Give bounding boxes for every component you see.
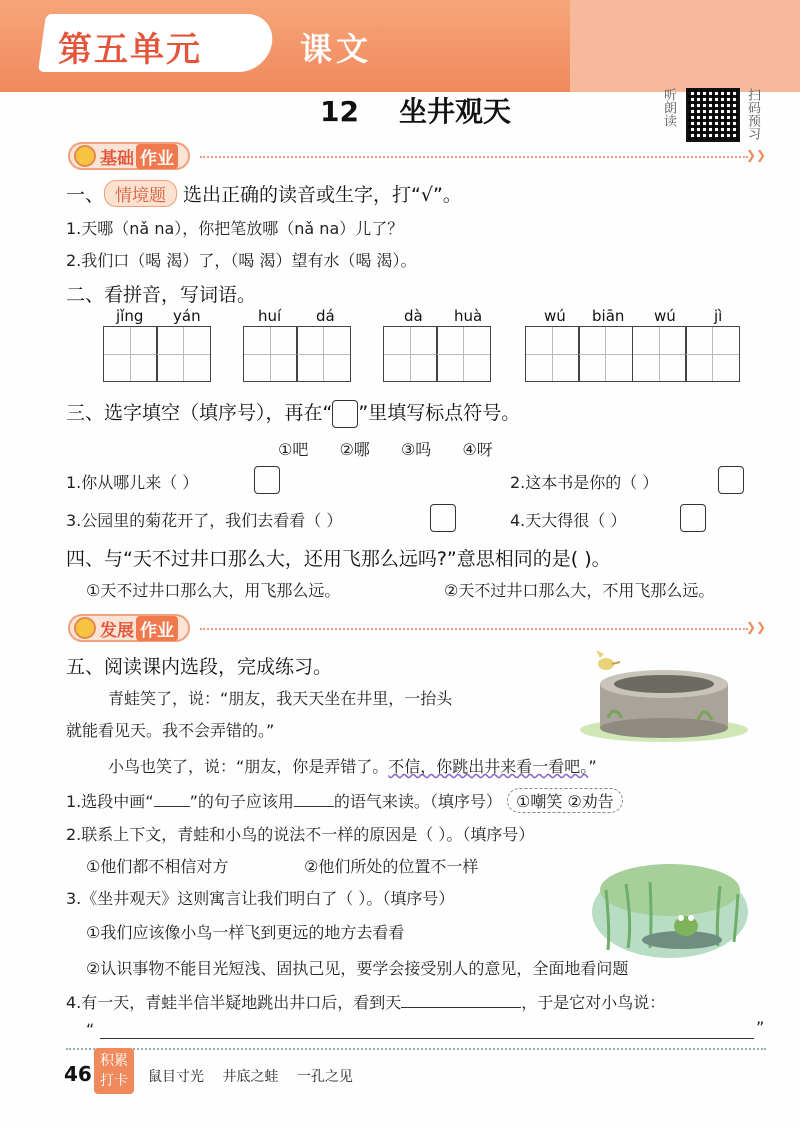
q2-heading: 二、看拼音，写词语。 [66,284,257,306]
answer-blank[interactable] [401,1007,521,1008]
writing-grid-2 [244,326,351,382]
writing-grid-3 [384,326,491,382]
qr-left-label: 听朗读 [661,88,676,127]
writing-grid-4 [526,326,740,382]
q3-item2-num: 2. [510,473,526,492]
q3-item1 [66,470,198,493]
lesson-title [320,90,511,130]
q5-para2-underlined: 不信，你跳出井来看一看吧。 [388,757,589,776]
section-dev-label-a: 发展 [100,620,134,641]
lightbulb-icon [74,617,96,639]
pinyin-4-4: jì [714,307,723,325]
q5-sub3-opt1: ①我们应该像小鸟一样飞到更远的地方去看看 [86,923,405,942]
q5-sub4-b: ，于是它对小鸟说： [521,993,666,1012]
section-basic-pill [68,142,190,170]
section-basic-header [68,142,190,170]
q3-options [278,437,493,460]
writing-cell[interactable] [632,326,687,382]
pinyin-3-2: huà [454,307,483,325]
writing-cell[interactable] [685,326,740,382]
lightbulb-icon [74,145,96,167]
q1-item2-text: 我们口（喝 渴）了，（喝 渴）望有水（喝 渴）。 [81,251,417,270]
section-dev-header [68,614,190,642]
q5-sub2-opt1: ①他们都不相信对方 [86,857,229,876]
q1-text: 选出正确的读音或生字，打“√”。 [183,184,462,206]
footer-badge [94,1048,134,1094]
q1-item2 [66,248,417,271]
writing-cell[interactable] [243,326,298,382]
q3-text-a: 三、选字填空（填序号），再在“ [66,402,333,424]
pinyin-1-2: yán [173,307,201,325]
q1-heading [66,180,462,207]
q5-heading: 五、阅读课内选段，完成练习。 [66,656,333,678]
writing-grid-1 [104,326,211,382]
q3-heading [66,398,520,428]
footer-badge-top: 积累 [100,1053,128,1069]
q3-item2-text: 这本书是你的（ ） [525,473,659,492]
q3-item3-text: 公园里的菊花开了，我们去看看（ ） [81,511,343,530]
q3-item2 [510,470,658,493]
punctuation-box[interactable] [430,504,456,532]
q3-item3-num: 3. [66,511,82,530]
q5-sub4-open-quote: “ [86,1020,95,1039]
q1-item2-num: 2. [66,251,82,270]
answer-blank[interactable] [154,806,190,807]
writing-cell[interactable] [578,326,633,382]
punctuation-box[interactable] [680,504,706,532]
q3-option: ①吧 [278,440,309,459]
q3-item1-text: 你从哪儿来（ ） [81,473,199,492]
q3-item1-num: 1. [66,473,82,492]
q5-sub4-close-quote: ” [756,1018,765,1037]
writing-cell[interactable] [383,326,438,382]
writing-cell[interactable] [525,326,580,382]
q5-para2-c: ” [588,757,597,776]
q1-item1-b: （nǎ na），你把笔放哪 [113,219,279,238]
q1-item1 [66,216,403,239]
q3-option: ④呀 [462,440,493,459]
qr-code-icon[interactable] [686,88,740,142]
writing-cell[interactable] [436,326,491,382]
q5-sub2: 2.联系上下文，青蛙和小鸟的说法不一样的原因是（ ）。（填序号） [66,825,535,844]
q3-item4-text: 天大得很（ ） [525,511,627,530]
punctuation-box[interactable] [718,466,744,494]
q5-sub1-options: ①嘲笑 ②劝告 [507,788,623,813]
pinyin-3-1: dà [404,307,423,325]
answer-blank[interactable] [294,806,334,807]
pinyin-1-1: jǐng [116,307,144,325]
section-basic-label-b: 作业 [136,144,178,169]
double-chevron-right-icon: ❯❯ [746,620,767,634]
q3-item4 [510,508,626,531]
pond-with-frog-illustration [590,860,750,960]
q5-para2 [108,754,597,777]
page-number: 46 [64,1062,92,1086]
footer-badge-bottom: 打卡 [100,1073,128,1089]
double-chevron-right-icon: ❯❯ [746,148,767,162]
q1-prefix: 一、 [66,184,105,206]
q5-sub1 [66,788,623,813]
qr-right-label: 扫码预习 [745,88,760,140]
pinyin-4-1: wú [544,307,566,325]
writing-cell[interactable] [103,326,158,382]
q5-para1-line1: 青蛙笑了，说：“朋友，我天天坐在井里，一抬头 [108,689,453,708]
well-with-bird-illustration [578,648,750,744]
pinyin-4-3: wú [654,307,676,325]
q1-item1-a: 天哪 [81,219,114,238]
q1-item1-num: 1. [66,219,82,238]
q5-sub1-a: 1.选段中画“ [66,792,154,811]
q5-para2-a: 小鸟也笑了，说：“朋友，你是弄错了。 [108,757,389,776]
writing-cell[interactable] [296,326,351,382]
footer-idioms: 鼠目寸光 井底之蛙 一孔之见 [148,1069,353,1085]
writing-cell[interactable] [156,326,211,382]
q5-sub3-opt2: ②认识事物不能目光短浅、固执己见，要学会接受别人的意见，全面地看问题 [86,959,629,978]
q4-option2: ②天不过井口那么大，不用飞那么远。 [444,581,715,600]
punctuation-box[interactable] [254,466,280,494]
q5-sub4-a: 4.有一天，青蛙半信半疑地跳出井口后，看到天 [66,993,402,1012]
pinyin-2-2: dá [316,307,335,325]
q3-option: ②哪 [339,440,370,459]
q5-sub2-opt2: ②他们所处的位置不一样 [304,857,479,876]
section-dev-divider [200,628,748,630]
q3-item3 [66,508,342,531]
q3-item4-num: 4. [510,511,526,530]
footer-divider [66,1048,766,1050]
section-basic-divider [200,156,748,158]
q4-option1: ①天不过井口那么大，用飞那么远。 [86,581,341,600]
q5-sub1-b: ”的句子应该用 [189,792,294,811]
q5-para1-line2: 就能看见天。我不会弄错的。” [66,721,275,740]
q1-item1-c: （nǎ na）儿了？ [278,219,404,238]
header-banner-right [570,0,800,92]
lesson-name: 坐井观天 [398,95,511,128]
pinyin-2-1: huí [258,307,282,325]
answer-line[interactable] [100,1038,754,1039]
q5-sub4 [66,990,665,1013]
section-dev-pill [68,614,190,642]
course-title: 课文 [300,30,373,68]
q3-option: ③吗 [400,440,432,459]
q4-heading: 四、与“天不过井口那么大，还用飞那么远吗?”意思相同的是( )。 [66,548,611,570]
pinyin-4-2: biān [592,307,625,325]
punctuation-box-sample [332,400,358,428]
q5-sub3: 3.《坐井观天》这则寓言让我们明白了（ ）。（填序号） [66,889,455,908]
unit-title: 第五单元 [58,30,202,70]
section-basic-label-a: 基础 [100,148,134,169]
lesson-number: 12 [320,95,359,128]
section-dev-label-b: 作业 [136,616,178,641]
q3-text-b: ”里填写标点符号。 [358,402,521,424]
q1-tag: 情境题 [104,180,177,207]
q5-sub1-c: 的语气来读。（填序号） [333,792,502,811]
